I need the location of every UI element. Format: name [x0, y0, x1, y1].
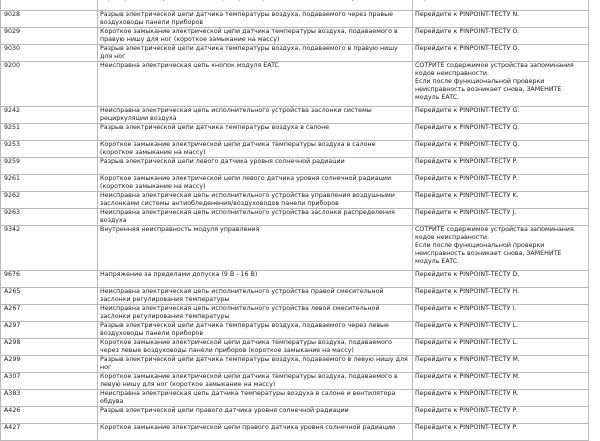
dtc-description: Короткое замыкание электрической цепи датчика температуры воздуха, подаваемого через левые воздуховоды панели приборов (короткое замыкание на массу): [98, 339, 413, 356]
table-row: [1, 28, 589, 45]
dtc-description: Неисправна электрическая цепь датчика температуры воздуха в салоне и вентилятора обдува: [98, 390, 413, 407]
dtc-description: Разрыв электрической цепи датчика температуры воздуха, подаваемого через правые воздуховоды панели приборов: [98, 11, 413, 28]
dtc-action: [413, 305, 589, 322]
table-row: [1, 0, 589, 11]
dtc-action: [413, 226, 589, 271]
action-line: Перейдите к PINPOINT-ТЕСТУ P.: [415, 407, 518, 414]
dtc-description: Разрыв электрической цепи датчика температуры воздуха в салоне: [98, 124, 413, 141]
action-line: [415, 0, 586, 2]
action-line: Перейдите к PINPOINT-ТЕСТУ M.: [415, 373, 520, 380]
dtc-action: [413, 175, 589, 192]
table-row: [1, 424, 589, 441]
dtc-description: Разрыв электрической цепи датчика температуры воздуха, подаваемого через левые воздуховоды панели приборов: [98, 322, 413, 339]
dtc-description: Короткое замыкание электрической цепи датчика температуры воздуха, подаваемого в правую нишу для ног (короткое замыкание на массу): [98, 28, 413, 45]
action-line: Если после функциональной проверки неисправность возникает снова, ЗАМЕНИТЕ модуль EATC.: [415, 78, 562, 101]
table-row: [1, 11, 589, 28]
dtc-code: A427: [1, 424, 98, 441]
dtc-code: A383: [1, 390, 98, 407]
dtc-action: [413, 192, 589, 209]
table-row: [1, 175, 589, 192]
dtc-action: [413, 62, 589, 107]
table-row: [1, 62, 589, 107]
dtc-description: Внутренняя неисправность модуля управления: [98, 226, 413, 271]
table-row: [1, 124, 589, 141]
dtc-action: [413, 158, 589, 175]
dtc-code: A298: [1, 339, 98, 356]
action-line: Перейдите к PINPOINT-ТЕСТУ L.: [415, 322, 519, 329]
dtc-code: A299: [1, 356, 98, 373]
action-line: Перейдите к PINPOINT-ТЕСТУ Q.: [415, 141, 520, 148]
dtc-description: Короткое замыкание электрической цепи правого датчика уровня солнечной радиации: [98, 424, 413, 441]
dtc-description: Короткое замыкание электрической цепи датчика температуры воздуха в салоне (короткое замыкание на массу): [98, 141, 413, 158]
dtc-code: 9028: [1, 11, 98, 28]
dtc-code: 9261: [1, 175, 98, 192]
table-row: [1, 271, 589, 288]
dtc-action: [413, 124, 589, 141]
dtc-action: [413, 28, 589, 45]
dtc-description: Неисправна электрическая цепь кнопок модуля EATC: [98, 62, 413, 107]
dtc-action: [413, 107, 589, 124]
dtc-action: [413, 271, 589, 288]
action-line: Перейдите к PINPOINT-ТЕСТУ K.: [415, 192, 519, 199]
table-row: [1, 141, 589, 158]
dtc-description: Разрыв электрической цепи правого датчика уровня солнечной радиации: [98, 407, 413, 424]
action-line: Перейдите к PINPOINT-ТЕСТУ H.: [415, 288, 520, 295]
dtc-code: 9676: [1, 271, 98, 288]
dtc-action: [413, 356, 589, 373]
dtc-description: Неисправна электрическая цепь исполнительного устройства заслонки системы рециркуляции воздуха: [98, 107, 413, 124]
dtc-code: 9200: [1, 62, 98, 107]
dtc-action: [413, 339, 589, 356]
dtc-table-body: [1, 0, 589, 441]
dtc-code: A426: [1, 407, 98, 424]
dtc-description: Короткое замыкание электрической цепи левого датчика уровня солнечной радиации (короткое замыкание на массу): [98, 175, 413, 192]
table-row: [1, 390, 589, 407]
dtc-description: Короткое замыкание электрической цепи датчика температуры воздуха, подаваемого в левую нишу для ног (короткое замыкание на массу): [98, 373, 413, 390]
dtc-code: 9262: [1, 192, 98, 209]
dtc-code: 9030: [1, 45, 98, 62]
table-row: [1, 45, 589, 62]
table-row: [1, 226, 589, 271]
dtc-description: Разрыв электрической цепи датчика температуры воздуха, подаваемого в левую нишу для ног: [98, 356, 413, 373]
dtc-action: [413, 45, 589, 62]
dtc-description: Разрыв электрической цепи датчика температуры воздуха, подаваемого в правую нишу для ног: [98, 45, 413, 62]
action-line: Перейдите к PINPOINT-ТЕСТУ D.: [415, 271, 520, 278]
action-line: Перейдите к PINPOINT-ТЕСТУ R.: [415, 390, 519, 397]
dtc-code: 9253: [1, 141, 98, 158]
action-line: СОТРИТЕ содержимое устройства запоминания кодов неисправности.: [415, 226, 574, 241]
dtc-description: Неисправна электрическая цепь исполнительного устройства управления воздушными заслонками системы антиобледенения/воздуховодов панели приборов: [98, 192, 413, 209]
action-line: Перейдите к PINPOINT-ТЕСТУ Q.: [415, 124, 520, 131]
dtc-description: Разрыв электрической цепи левого датчика уровня солнечной радиации: [98, 158, 413, 175]
dtc-code: 9259: [1, 158, 98, 175]
table-row: [1, 288, 589, 305]
dtc-code: 9251: [1, 124, 98, 141]
action-line: Если после функциональной проверки неисправность возникает снова, ЗАМЕНИТЕ модуль EATC.: [415, 242, 562, 265]
dtc-action: [413, 322, 589, 339]
action-line: Перейдите к PINPOINT-ТЕСТУ P.: [415, 175, 518, 182]
action-line: Перейдите к PINPOINT-ТЕСТУ O.: [415, 28, 520, 35]
action-line: Перейдите к PINPOINT-ТЕСТУ G.: [415, 107, 520, 114]
table-row: [1, 373, 589, 390]
dtc-description: Неисправна электрическая цепь исполнительного устройства заслонки распределения воздуха: [98, 209, 413, 226]
dtc-action: [413, 407, 589, 424]
dtc-description: Неисправна электрическая цепь исполнительного устройства правой смесительной заслонки регулирования температуры: [98, 288, 413, 305]
action-line: Перейдите к PINPOINT-ТЕСТУ P.: [415, 424, 518, 431]
table-row: [1, 305, 589, 322]
dtc-code: A307: [1, 373, 98, 390]
dtc-code: [1, 0, 98, 11]
action-line: Перейдите к PINPOINT-ТЕСТУ M.: [415, 356, 520, 363]
table-row: [1, 322, 589, 339]
dtc-action: [413, 141, 589, 158]
action-line: Перейдите к PINPOINT-ТЕСТУ I.: [415, 305, 517, 312]
dtc-action: [413, 373, 589, 390]
table-row: [1, 192, 589, 209]
dtc-action: [413, 11, 589, 28]
dtc-description: Неисправна электрическая цепь исполнительного устройства левой смесительной заслонки регулирования температуры: [98, 305, 413, 322]
dtc-action: [413, 0, 589, 11]
dtc-description: Напряжение за пределами допуска (9 В - 16 В): [98, 271, 413, 288]
action-line: Перейдите к PINPOINT-ТЕСТУ N.: [415, 11, 520, 18]
action-line: СОТРИТЕ содержимое устройства запоминания кодов неисправности.: [415, 62, 574, 77]
table-row: [1, 107, 589, 124]
dtc-description: [98, 0, 413, 11]
dtc-code: A265: [1, 288, 98, 305]
action-line: Перейдите к PINPOINT-ТЕСТУ P.: [415, 158, 518, 165]
dtc-code: 9342: [1, 226, 98, 271]
dtc-action: [413, 390, 589, 407]
action-line: Перейдите к PINPOINT-ТЕСТУ O.: [415, 45, 520, 52]
table-row: [1, 356, 589, 373]
table-row: [1, 407, 589, 424]
dtc-action: [413, 288, 589, 305]
dtc-code: A297: [1, 322, 98, 339]
dtc-code: 9263: [1, 209, 98, 226]
dtc-code: 9029: [1, 28, 98, 45]
dtc-action: [413, 424, 589, 441]
dtc-action: [413, 209, 589, 226]
action-line: Перейдите к PINPOINT-ТЕСТУ L.: [415, 339, 519, 346]
table-row: [1, 339, 589, 356]
dtc-code: A267: [1, 305, 98, 322]
action-line: Перейдите к PINPOINT-ТЕСТУ J.: [415, 209, 517, 216]
dtc-code: 9242: [1, 107, 98, 124]
table-row: [1, 209, 589, 226]
table-row: [1, 158, 589, 175]
